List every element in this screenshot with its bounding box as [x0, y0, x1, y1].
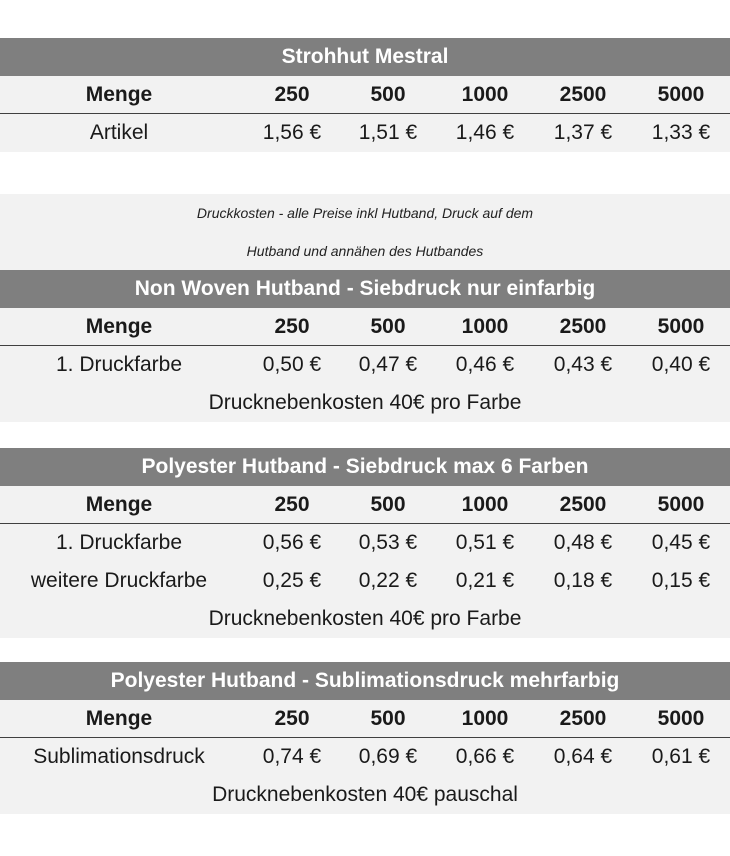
qty-header: 500 — [370, 314, 406, 338]
qty-header: 2500 — [559, 706, 607, 730]
qty-header: 2500 — [559, 492, 607, 516]
price-cell: 0,18 € — [553, 569, 613, 592]
menge-label: Menge — [85, 706, 153, 730]
table-polyester-sublimation — [0, 662, 730, 814]
price-cell: 0,74 € — [262, 745, 322, 768]
qty-header: 500 — [370, 492, 406, 516]
table-row — [0, 562, 730, 600]
row-label: 1. Druckfarbe — [55, 353, 183, 376]
qty-header: 1000 — [461, 314, 509, 338]
qty-header: 5000 — [657, 492, 705, 516]
price-cell: 1,46 € — [455, 121, 515, 144]
price-cell: 0,56 € — [262, 531, 322, 554]
qty-header: 1000 — [461, 492, 509, 516]
qty-header: 5000 — [657, 706, 705, 730]
table-row — [0, 346, 730, 384]
section-title: Non Woven Hutband - Siebdruck nur einfarbig — [0, 270, 730, 308]
qty-header: 1000 — [461, 706, 509, 730]
drucknebenkosten-note: Drucknebenkosten 40€ pauschal — [212, 783, 518, 806]
price-cell: 0,25 € — [262, 569, 322, 592]
price-cell: 0,22 € — [358, 569, 418, 592]
section-title: Strohhut Mestral — [0, 38, 730, 76]
menge-label: Menge — [85, 492, 153, 516]
price-cell: 0,46 € — [455, 353, 515, 376]
quantity-header-row — [0, 308, 730, 346]
price-cell: 0,48 € — [553, 531, 613, 554]
qty-header: 1000 — [461, 82, 509, 106]
qty-header: 2500 — [559, 314, 607, 338]
qty-header: 500 — [370, 706, 406, 730]
menge-label: Menge — [85, 82, 153, 106]
qty-header: 500 — [370, 82, 406, 106]
price-cell: 1,37 € — [553, 121, 613, 144]
row-label: 1. Druckfarbe — [55, 531, 183, 554]
price-cell: 0,47 € — [358, 353, 418, 376]
price-cell: 1,56 € — [262, 121, 322, 144]
table-polyester-siebdruck — [0, 448, 730, 638]
table-row — [0, 738, 730, 776]
quantity-header-row — [0, 486, 730, 524]
qty-header: 5000 — [657, 82, 705, 106]
section-title: Polyester Hutband - Siebdruck max 6 Farben — [0, 448, 730, 486]
price-cell: 0,15 € — [651, 569, 711, 592]
row-label: weitere Druckfarbe — [30, 569, 208, 592]
table-strohhut-mestral — [0, 38, 730, 152]
section-title: Polyester Hutband - Sublimationsdruck mehrfarbig — [0, 662, 730, 700]
row-label: Sublimationsdruck — [33, 745, 205, 768]
table-row — [0, 114, 730, 152]
price-cell: 0,69 € — [358, 745, 418, 768]
qty-header: 5000 — [657, 314, 705, 338]
qty-header: 250 — [274, 492, 310, 516]
price-cell: 0,45 € — [651, 531, 711, 554]
price-cell: 1,51 € — [358, 121, 418, 144]
druckkosten-intro-line1: Druckkosten - alle Preise inkl Hutband, Druck auf dem — [196, 205, 534, 221]
price-cell: 0,53 € — [358, 531, 418, 554]
drucknebenkosten-note: Drucknebenkosten 40€ pro Farbe — [208, 607, 522, 630]
qty-header: 250 — [274, 82, 310, 106]
qty-header: 250 — [274, 314, 310, 338]
quantity-header-row — [0, 76, 730, 114]
row-label: Artikel — [89, 121, 149, 144]
drucknebenkosten-note: Drucknebenkosten 40€ pro Farbe — [208, 391, 522, 414]
qty-header: 250 — [274, 706, 310, 730]
price-cell: 1,33 € — [651, 121, 711, 144]
price-cell: 0,66 € — [455, 745, 515, 768]
quantity-header-row — [0, 700, 730, 738]
price-cell: 0,43 € — [553, 353, 613, 376]
druckkosten-intro-line2: Hutband und annähen des Hutbandes — [246, 243, 484, 259]
table-non-woven — [0, 194, 730, 422]
price-cell: 0,64 € — [553, 745, 613, 768]
price-cell: 0,40 € — [651, 353, 711, 376]
table-row — [0, 524, 730, 562]
price-cell: 0,21 € — [455, 569, 515, 592]
price-cell: 0,61 € — [651, 745, 711, 768]
qty-header: 2500 — [559, 82, 607, 106]
price-cell: 0,51 € — [455, 531, 515, 554]
price-cell: 0,50 € — [262, 353, 322, 376]
menge-label: Menge — [85, 314, 153, 338]
